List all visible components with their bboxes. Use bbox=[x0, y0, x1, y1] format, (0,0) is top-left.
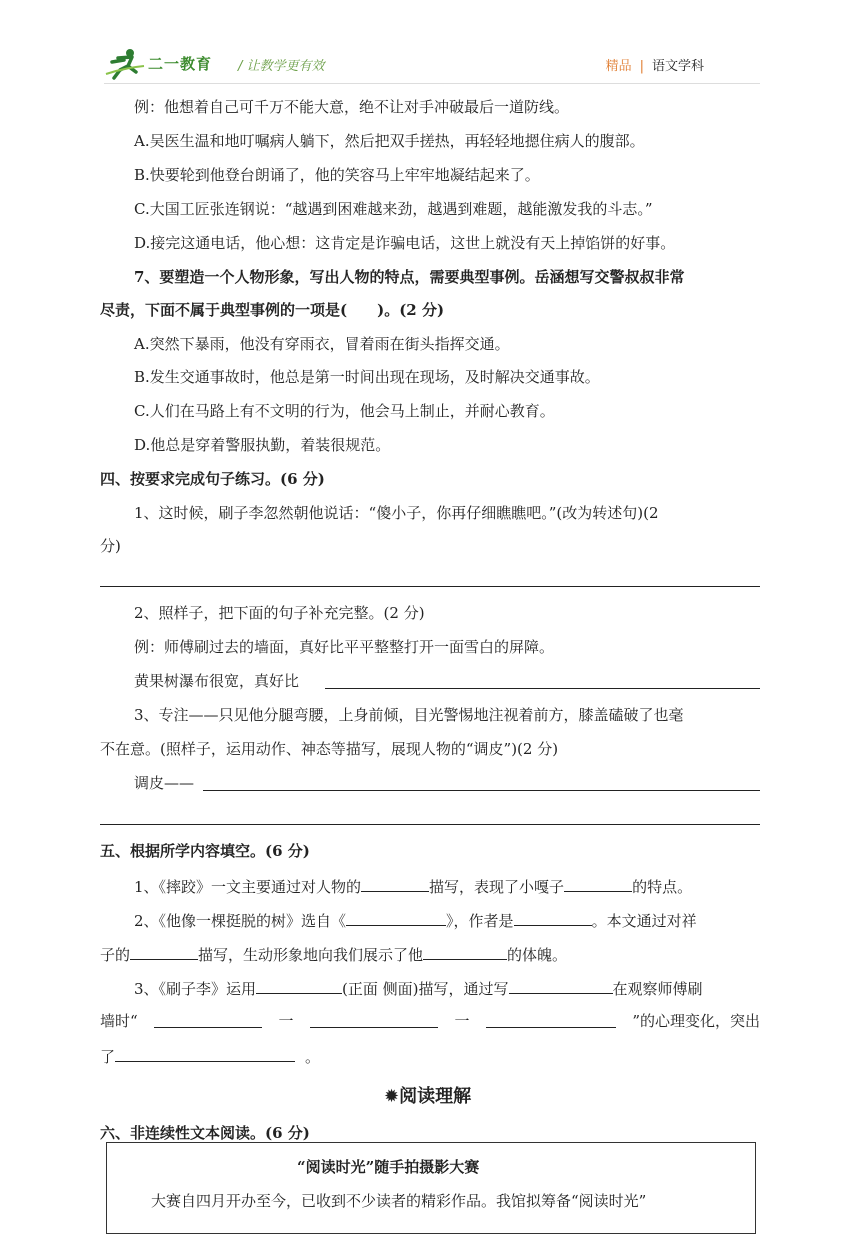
s5-q3-text-g: ”的心理变化，突出 bbox=[632, 1012, 760, 1030]
s4-q2-title: 2、照样子，把下面的句子补充完整。(2 分) bbox=[134, 604, 425, 622]
s5-q1-blank-1[interactable] bbox=[361, 875, 429, 892]
s4-q2-answer-line[interactable] bbox=[325, 688, 760, 689]
q6-option-d: D.接完这通电话，他心想：这肯定是诈骗电话，这世上就没有天上掉馅饼的好事。 bbox=[134, 234, 676, 252]
section6-title: 六、非连续性文本阅读。(6 分) bbox=[100, 1124, 310, 1142]
s4-q3-answer-line[interactable] bbox=[203, 790, 760, 791]
q7-option-b: B.发生交通事故时，他总是第一时间出现在现场，及时解决交通事故。 bbox=[134, 368, 600, 386]
box-paragraph-line1: 大赛自四月开办至今，已收到不少读者的精彩作品。我馆拟筹备“阅读时光” bbox=[151, 1192, 647, 1210]
s5-q2-blank-1[interactable] bbox=[346, 909, 446, 926]
page-header bbox=[0, 0, 860, 90]
s5-q3-blank-4[interactable] bbox=[310, 1011, 438, 1028]
q7-option-a: A.突然下暴雨，他没有穿雨衣，冒着雨在街头指挥交通。 bbox=[134, 335, 510, 353]
s5-q3-line3 bbox=[100, 1045, 320, 1067]
s5-q2-text-a: 2、《他像一棵挺脱的树》选自《 bbox=[134, 912, 347, 930]
q6-option-c: C.大国工匠张连钢说：“越遇到困难越来劲，越遇到难题，越能激发我的斗志。” bbox=[134, 200, 653, 218]
s5-q2-text-c: 。本文通过对祥 bbox=[591, 912, 697, 930]
s5-q3-text-b: (正面 侧面)描写，通过写 bbox=[342, 980, 509, 998]
q6-option-b: B.快要轮到他登台朗诵了，他的笑容马上牢牢地凝结起来了。 bbox=[134, 166, 540, 184]
s5-q2-text-f: 的体魄。 bbox=[507, 946, 568, 964]
s5-q3-text-a: 3、《刷子李》运用 bbox=[134, 980, 257, 998]
q7-option-c: C.人们在马路上有不文明的行为，他会马上制止，并耐心教育。 bbox=[134, 402, 555, 420]
reading-comprehension-heading: ✹阅读理解 bbox=[384, 1086, 472, 1107]
s5-q1-text-b: 描写，表现了小嘎子 bbox=[429, 878, 565, 896]
s5-q3-line2 bbox=[100, 1011, 760, 1031]
header-tags bbox=[606, 55, 704, 74]
s5-q2-text-d: 子的 bbox=[100, 946, 131, 964]
section4-title: 四、按要求完成句子练习。(6 分) bbox=[100, 470, 325, 488]
s4-q1-answer-line[interactable] bbox=[100, 586, 760, 587]
s5-q3-text-f: 一 bbox=[454, 1012, 470, 1030]
s5-q3-text-c: 在观察师傅刷 bbox=[612, 980, 703, 998]
s5-q1-text-c: 的特点。 bbox=[632, 878, 693, 896]
s5-q1-text-a: 1、《摔跤》一文主要通过对人物的 bbox=[134, 878, 362, 896]
s4-q2-prompt: 黄果树瀑布很宽，真好比 bbox=[134, 672, 300, 690]
header-divider bbox=[104, 83, 760, 84]
s5-q3-text-i: 。 bbox=[305, 1048, 321, 1066]
s5-q3-blank-5[interactable] bbox=[486, 1011, 616, 1028]
s5-q2-text-b: 》，作者是 bbox=[446, 912, 514, 930]
s5-q2-blank-4[interactable] bbox=[423, 943, 507, 960]
q7-stem-line1: 7、要塑造一个人物形象，写出人物的特点，需要典型事例。岳涵想写交警叔叔非常 bbox=[134, 268, 685, 286]
s5-q2-blank-2[interactable] bbox=[514, 909, 592, 926]
s5-q3-text-h: 了 bbox=[100, 1048, 116, 1066]
s5-q3-blank-6[interactable] bbox=[115, 1045, 295, 1062]
s4-q3-prompt: 调皮—— bbox=[134, 774, 195, 792]
s4-q3-answer-line-2[interactable] bbox=[100, 824, 760, 825]
q6-example: 例：他想着自己可千万不能大意，绝不让对手冲破最后一道防线。 bbox=[134, 98, 570, 116]
q7-stem-line2: 尽责，下面不属于典型事例的一项是( )。(2 分) bbox=[100, 301, 445, 319]
q6-option-a: A.吴医生温和地叮嘱病人躺下，然后把双手搓热，再轻轻地摁住病人的腹部。 bbox=[134, 132, 645, 150]
s5-q1-blank-2[interactable] bbox=[564, 875, 632, 892]
s5-q3-blank-3[interactable] bbox=[154, 1011, 262, 1028]
quality-tag: 精品 bbox=[605, 59, 632, 74]
subject-tag: 语文学科 bbox=[651, 59, 704, 74]
box-title: “阅读时光”随手拍摄影大赛 bbox=[297, 1158, 480, 1176]
s4-q2-example: 例：师傅刷过去的墙面，真好比平平整整打开一面雪白的屏障。 bbox=[134, 638, 555, 656]
s5-q3-text-d: 墙时“ bbox=[100, 1012, 138, 1030]
s5-q2-line2 bbox=[100, 943, 567, 965]
brand-name: 二一教育 bbox=[148, 55, 213, 73]
reading-text-box bbox=[106, 1142, 756, 1234]
tag-separator: | bbox=[639, 59, 644, 74]
s5-q2-text-e: 描写，生动形象地向我们展示了他 bbox=[198, 946, 424, 964]
s5-q3-line1 bbox=[134, 977, 703, 999]
s4-q3-line1: 3、专注——只见他分腿弯腰，上身前倾，目光警惕地注视着前方，膝盖磕破了也毫 bbox=[134, 706, 684, 724]
s5-q3-text-e: 一 bbox=[278, 1012, 294, 1030]
s4-q3-line2: 不在意。(照样子，运用动作、神态等描写，展现人物的“调皮”)(2 分) bbox=[100, 740, 559, 758]
brand-slogan: / 让教学更有效 bbox=[238, 59, 325, 74]
s5-q1 bbox=[134, 875, 692, 897]
s5-q3-blank-1[interactable] bbox=[256, 977, 342, 994]
s4-q1-line2: 分) bbox=[100, 537, 121, 555]
s5-q2-line1 bbox=[134, 909, 697, 931]
s4-q1-line1: 1、这时候，刷子李忽然朝他说话：“傻小子，你再仔细瞧瞧吧。”(改为转述句)(2 bbox=[134, 504, 659, 522]
q7-option-d: D.他总是穿着警服执勤，着装很规范。 bbox=[134, 436, 391, 454]
s5-q3-blank-2[interactable] bbox=[509, 977, 613, 994]
s5-q2-blank-3[interactable] bbox=[130, 943, 198, 960]
section5-title: 五、根据所学内容填空。(6 分) bbox=[100, 842, 310, 860]
